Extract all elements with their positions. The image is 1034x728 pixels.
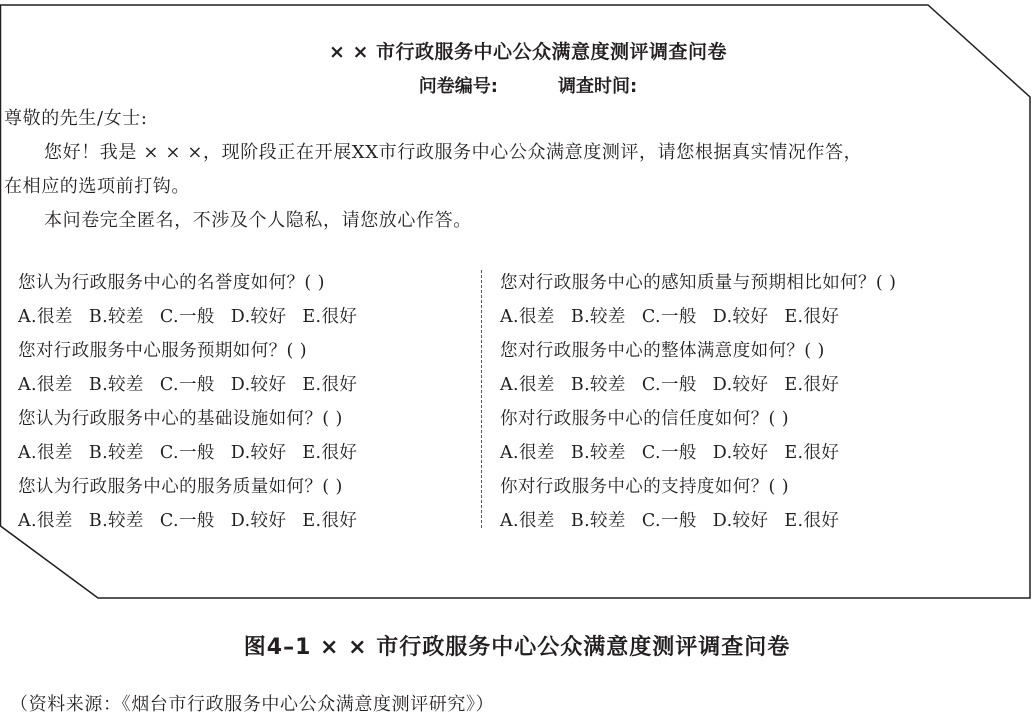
column-divider [481,270,482,528]
option-a[interactable]: A.很差 [500,443,555,463]
option-e[interactable]: E.很好 [302,307,358,327]
left-question-column [18,266,357,538]
option-b[interactable]: B.较差 [88,307,144,327]
option-c[interactable]: C.一般 [159,307,215,327]
option-a[interactable]: A.很差 [18,375,73,395]
option-a[interactable]: A.很差 [18,443,73,463]
answer-options [500,368,896,402]
option-d[interactable]: D.较好 [712,511,769,531]
option-d[interactable]: D.较好 [230,443,287,463]
option-e[interactable]: E.很好 [784,375,840,395]
questionnaire-number-label: 问卷编号: [418,76,498,97]
salutation: 尊敬的先生/女士: [4,108,148,129]
option-b[interactable]: B.较差 [570,375,626,395]
question-item: 你对行政服务中心的信任度如何？( ) [500,409,789,429]
option-a[interactable]: A.很差 [18,511,73,531]
answer-options [18,300,357,334]
figure-caption: 图4–1 × × 市行政服务中心公众满意度测评调查问卷 [243,635,791,660]
option-d[interactable]: D.较好 [712,307,769,327]
option-d[interactable]: D.较好 [712,443,769,463]
option-b[interactable]: B.较差 [88,375,144,395]
option-c[interactable]: C.一般 [641,307,697,327]
question-item: 你对行政服务中心的支持度如何？( ) [500,477,789,497]
right-question-column [500,266,896,538]
question-item: 您认为行政服务中心的基础设施如何？( ) [18,409,343,429]
option-c[interactable]: C.一般 [641,511,697,531]
survey-time-label: 调查时间: [558,76,638,97]
option-a[interactable]: A.很差 [18,307,73,327]
option-c[interactable]: C.一般 [159,511,215,531]
source-note: （资料来源：《烟台市行政服务中心公众满意度测评研究》） [10,694,495,715]
option-a[interactable]: A.很差 [500,511,555,531]
option-a[interactable]: A.很差 [500,375,555,395]
option-e[interactable]: E.很好 [784,511,840,531]
answer-options [18,368,357,402]
option-c[interactable]: C.一般 [641,443,697,463]
question-item: 您认为行政服务中心的服务质量如何？( ) [18,477,343,497]
option-d[interactable]: D.较好 [230,375,287,395]
option-b[interactable]: B.较差 [88,443,144,463]
intro-line-1: 您好！我是 × × ×，现阶段正在开展XX市行政服务中心公众满意度测评，请您根据真实情况作答， [44,142,863,163]
option-e[interactable]: E.很好 [784,307,840,327]
option-a[interactable]: A.很差 [500,307,555,327]
option-c[interactable]: C.一般 [159,375,215,395]
option-e[interactable]: E.很好 [302,511,358,531]
option-e[interactable]: E.很好 [302,443,358,463]
questionnaire-meta [0,72,1034,98]
option-e[interactable]: E.很好 [302,375,358,395]
answer-options [500,504,896,538]
option-b[interactable]: B.较差 [88,511,144,531]
option-b[interactable]: B.较差 [570,443,626,463]
option-d[interactable]: D.较好 [712,375,769,395]
option-e[interactable]: E.很好 [784,443,840,463]
question-item: 您对行政服务中心的整体满意度如何？( ) [500,341,825,361]
answer-options [18,436,357,470]
answer-options [18,504,357,538]
option-c[interactable]: C.一般 [159,443,215,463]
privacy-note: 本问卷完全匿名，不涉及个人隐私，请您放心作答。 [44,210,472,231]
question-item: 您对行政服务中心的感知质量与预期相比如何？( ) [500,273,897,293]
answer-options [500,300,896,334]
option-d[interactable]: D.较好 [230,307,287,327]
option-b[interactable]: B.较差 [570,511,626,531]
question-item: 您认为行政服务中心的名誉度如何？( ) [18,273,325,293]
answer-options [500,436,896,470]
intro-line-2: 在相应的选项前打钩。 [4,176,190,197]
option-c[interactable]: C.一般 [641,375,697,395]
question-item: 您对行政服务中心服务预期如何？( ) [18,341,307,361]
questionnaire-title: × × 市行政服务中心公众满意度测评调查问卷 [328,41,728,63]
option-d[interactable]: D.较好 [230,511,287,531]
option-b[interactable]: B.较差 [570,307,626,327]
